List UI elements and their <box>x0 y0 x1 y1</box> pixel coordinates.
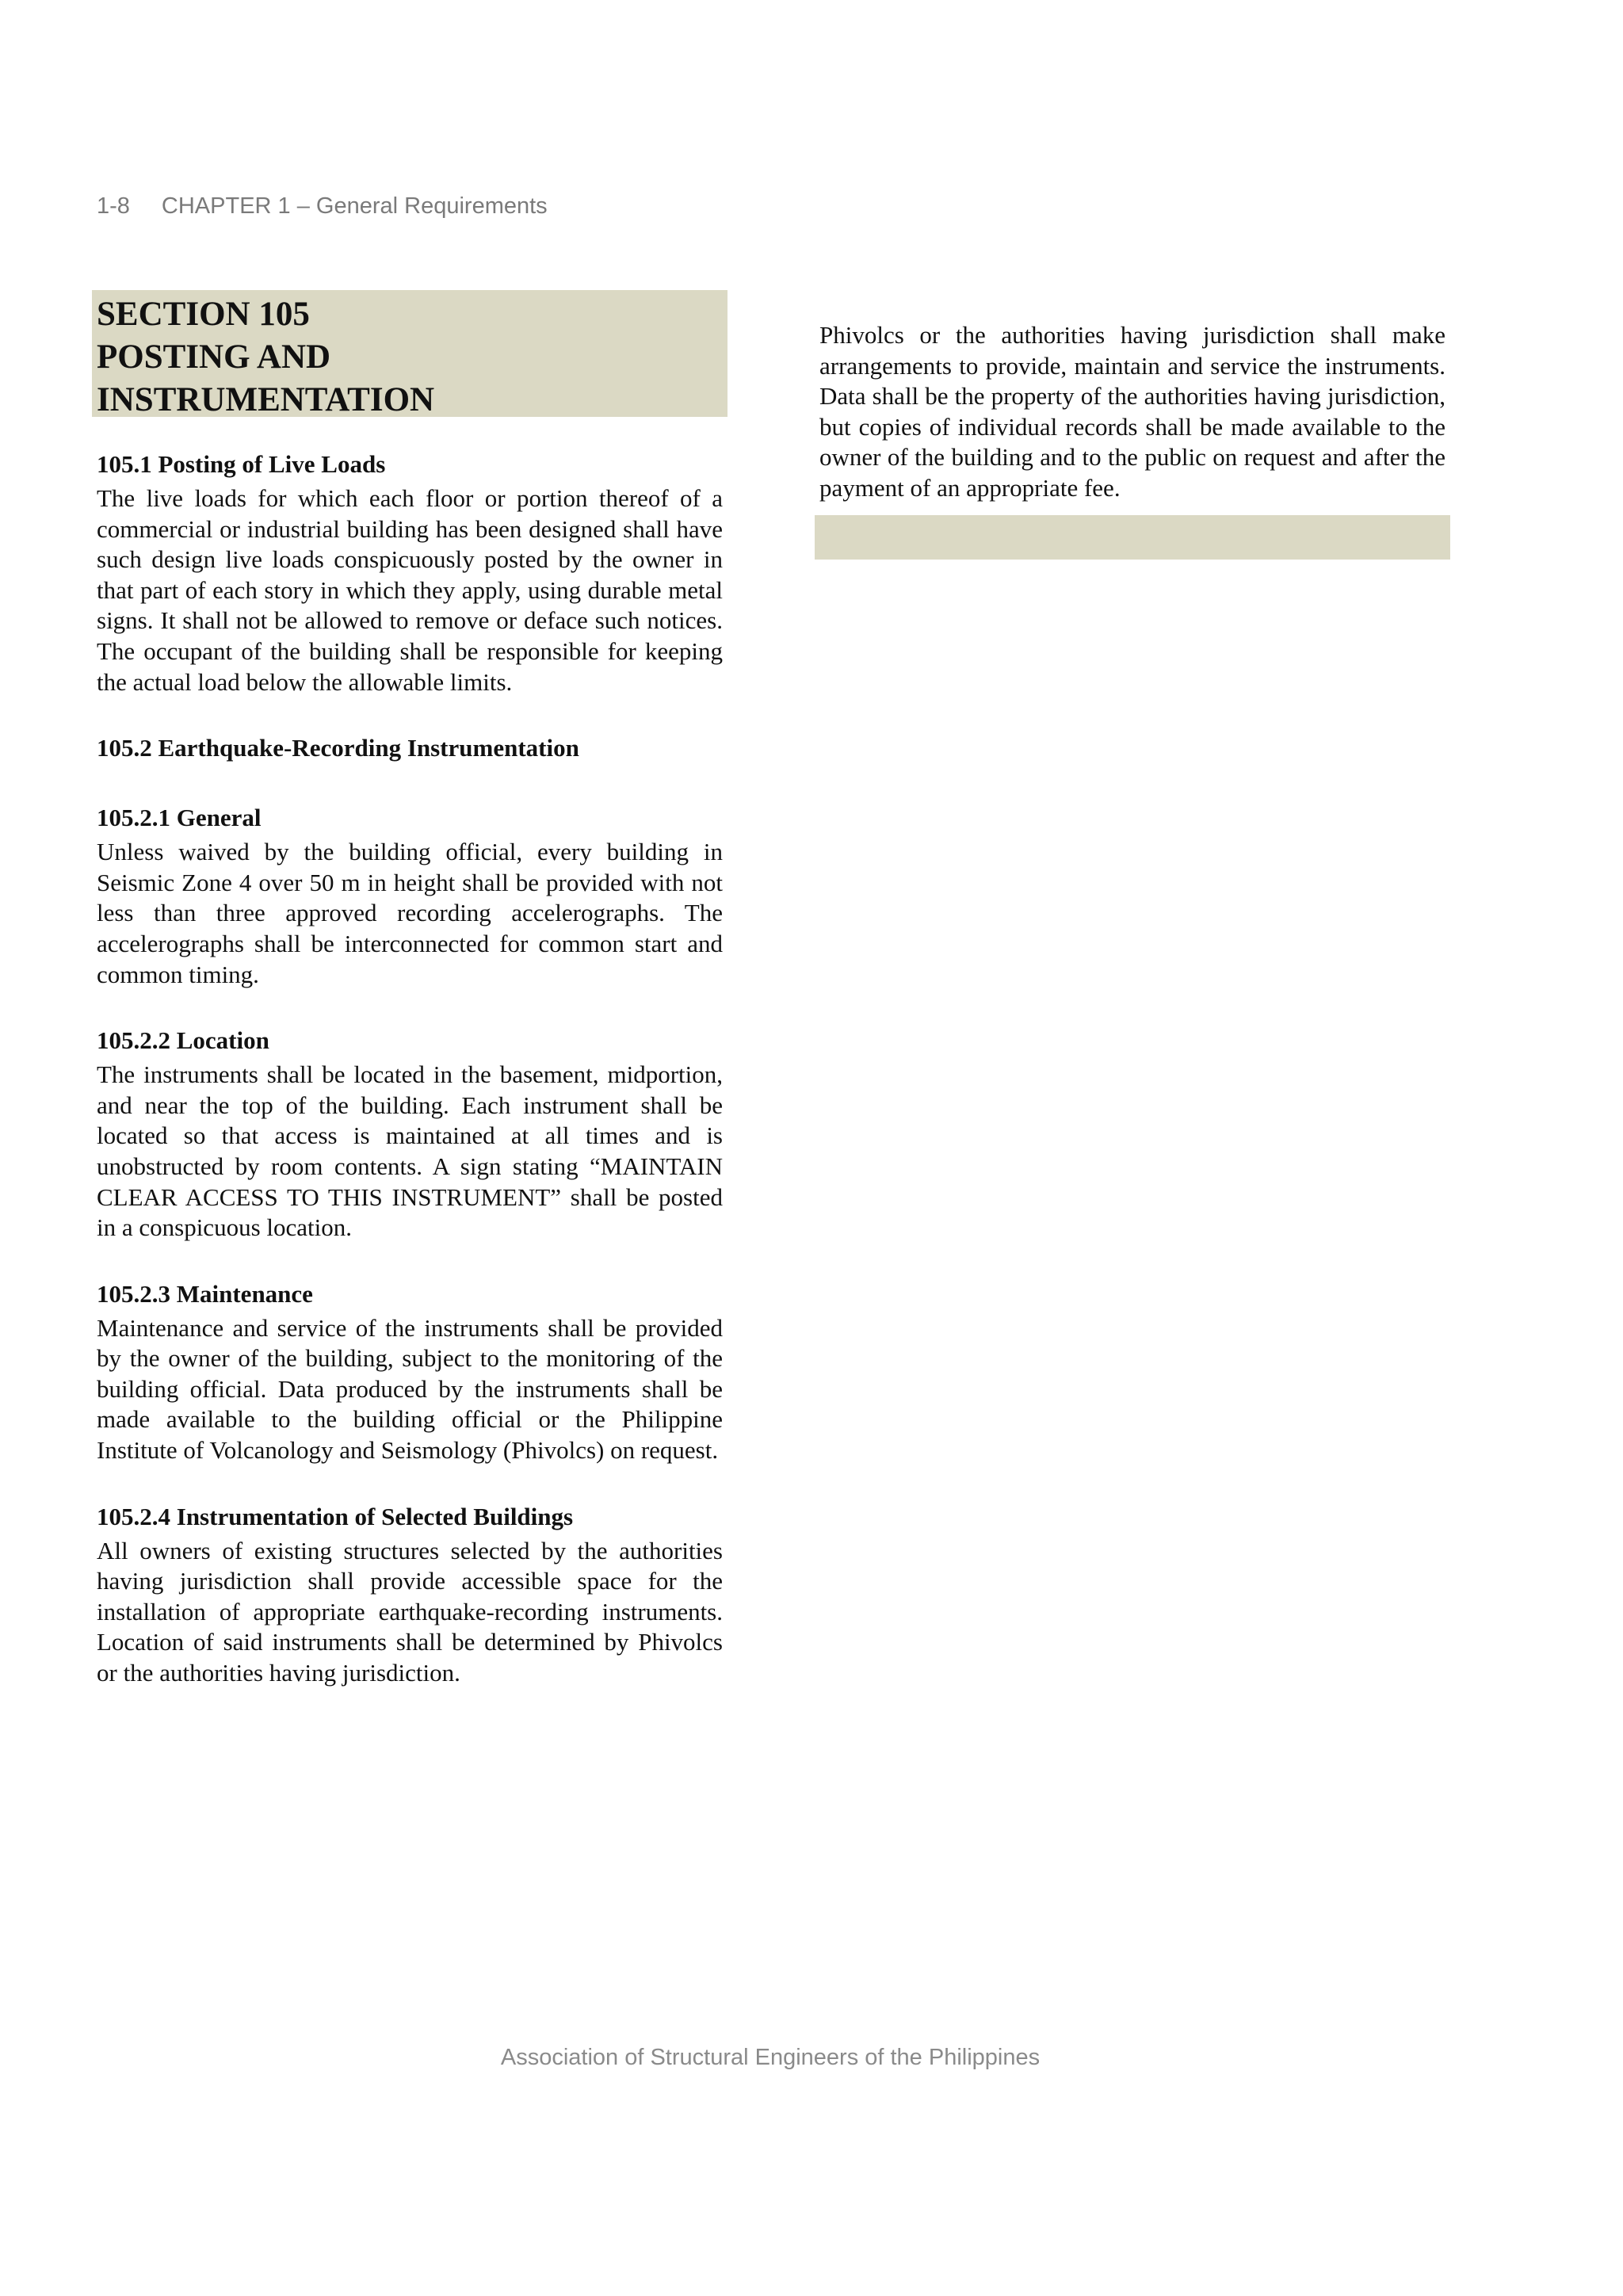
section-title-line-3: INSTRUMENTATION <box>97 381 435 418</box>
left-column <box>92 290 727 1689</box>
continued-paragraph: Phivolcs or the authorities having jurisdiction shall make arrangements to provide, maintain and service the instruments. Data shall be the property of the authorities having jurisdiction, but copies of individual records shall be made available to the owner of the building and to the public on request and after the payment of an appropriate fee. <box>819 321 1445 502</box>
page-number: 1-8 <box>97 193 130 219</box>
subsection-body-105-2-2: The instruments shall be located in the basement, midportion, and near the top of the building. Each instrument shall be located so that access is maintained at all times and is unobstructed by room contents. A sign stating “MAINTAIN CLEAR ACCESS TO THIS INSTRUMENT” shall be posted in a conspicuous location. <box>97 1060 723 1242</box>
right-column <box>815 290 1450 560</box>
subsection-heading-105-2-3: 105.2.3 Maintenance <box>97 1279 313 1308</box>
subsection-heading-105-1: 105.1 Posting of Live Loads <box>97 450 386 478</box>
subsection-heading-105-2-1: 105.2.1 General <box>97 804 262 832</box>
chapter-title: CHAPTER 1 – General Requirements <box>161 193 548 219</box>
subsection-heading-105-2-2: 105.2.2 Location <box>97 1026 269 1055</box>
subsection-body-105-2-1: Unless waived by the building official, every building in Seismic Zone 4 over 50 m in height shall be provided with not less than three approved recording accelerographs. The accelerographs shall be interconnected for common start and common timing. <box>97 838 723 988</box>
section-title-line-1: SECTION 105 <box>97 296 310 333</box>
section-title-line-2: POSTING AND <box>97 338 331 376</box>
section-end-bar <box>815 515 1450 560</box>
subsection-body-105-1: The live loads for which each floor or portion thereof of a commercial or industrial building has been designed shall have such design live loads conspicuously posted by the owner in that part of each story in which they apply, using durable metal signs. It shall not be allowed to remove or deface such notices. The occupant of the building shall be responsible for keeping the actual load below the allowable limits. <box>97 484 723 696</box>
subsection-heading-105-2-4: 105.2.4 Instrumentation of Selected Buildings <box>97 1502 574 1530</box>
subsection-body-105-2-4: All owners of existing structures selected by the authorities having jurisdiction shall provide accessible space for the installation of appropriate earthquake-recording instruments. Location of said instruments shall be determined by Phivolcs or the authorities having jurisdiction. <box>97 1536 723 1687</box>
subsection-body-105-2-3: Maintenance and service of the instruments shall be provided by the owner of the building, subject to the monitoring of the building official. Data produced by the instruments shall be made available to the building official or the Philippine Institute of Volcanology and Seismology (Phivolcs) on request. <box>97 1313 723 1465</box>
page-footer: Association of Structural Engineers of the Philippines <box>500 2045 1041 2070</box>
running-header <box>97 193 548 220</box>
section-title-banner <box>92 290 727 417</box>
subsection-heading-105-2: 105.2 Earthquake-Recording Instrumentation <box>97 734 579 762</box>
